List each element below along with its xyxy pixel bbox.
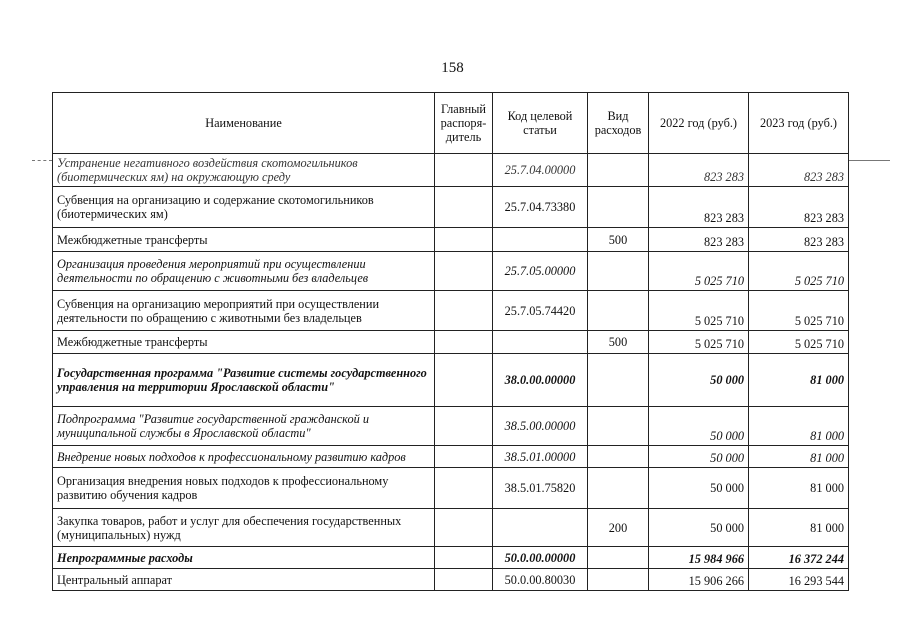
row-code: 50.0.00.80030	[493, 569, 588, 591]
header-name: Наименование	[53, 93, 435, 154]
row-code	[493, 228, 588, 252]
row-name: Межбюджетные трансферты	[53, 228, 435, 252]
row-name: Организация проведения мероприятий при осуществлении деятельности по обращению с животными без владельцев	[53, 252, 435, 291]
row-code: 38.5.00.00000	[493, 407, 588, 446]
row-2023: 823 283	[749, 187, 849, 228]
row-name: Непрограммные расходы	[53, 547, 435, 569]
row-distributor	[435, 228, 493, 252]
row-2022: 5 025 710	[649, 331, 749, 354]
table-row	[53, 468, 849, 509]
row-name: Центральный аппарат	[53, 569, 435, 591]
table-row	[53, 407, 849, 446]
row-code: 38.5.01.00000	[493, 446, 588, 468]
header-distributor: Главный распоря-дитель	[435, 93, 493, 154]
row-type	[588, 468, 649, 509]
row-distributor	[435, 154, 493, 187]
page-number: 158	[441, 60, 464, 76]
row-distributor	[435, 187, 493, 228]
table-row	[53, 509, 849, 547]
row-distributor	[435, 446, 493, 468]
row-2023: 5 025 710	[749, 331, 849, 354]
row-code	[493, 331, 588, 354]
row-code	[493, 509, 588, 547]
row-distributor	[435, 509, 493, 547]
row-code: 25.7.04.73380	[493, 187, 588, 228]
row-2022: 823 283	[649, 154, 749, 187]
table-row	[53, 291, 849, 331]
header-year-2022: 2022 год (руб.)	[649, 93, 749, 154]
row-distributor	[435, 291, 493, 331]
row-type	[588, 291, 649, 331]
row-type	[588, 187, 649, 228]
row-2023: 823 283	[749, 228, 849, 252]
row-type	[588, 569, 649, 591]
row-2023: 81 000	[749, 468, 849, 509]
row-2022: 5 025 710	[649, 252, 749, 291]
row-name: Закупка товаров, работ и услуг для обеспечения государственных (муниципальных) нужд	[53, 509, 435, 547]
row-distributor	[435, 331, 493, 354]
row-2023: 5 025 710	[749, 291, 849, 331]
table-row	[53, 154, 849, 187]
row-name: Устранение негативного воздействия скотомогильников (биотермических ям) на окружающую среду	[53, 154, 435, 187]
row-2022: 50 000	[649, 509, 749, 547]
row-2022: 823 283	[649, 187, 749, 228]
row-code: 38.5.01.75820	[493, 468, 588, 509]
row-2022: 15 984 966	[649, 547, 749, 569]
row-2022: 50 000	[649, 446, 749, 468]
row-distributor	[435, 468, 493, 509]
table-header-row	[53, 93, 849, 154]
row-type	[588, 154, 649, 187]
table-row	[53, 228, 849, 252]
row-type: 500	[588, 331, 649, 354]
table-row	[53, 569, 849, 591]
row-2023: 16 293 544	[749, 569, 849, 591]
row-name: Подпрограмма "Развитие государственной гражданской и муниципальной службы в Ярославской области"	[53, 407, 435, 446]
row-2023: 81 000	[749, 509, 849, 547]
row-2023: 81 000	[749, 354, 849, 407]
budget-table	[52, 92, 849, 591]
row-distributor	[435, 569, 493, 591]
row-type: 500	[588, 228, 649, 252]
row-code: 38.0.00.00000	[493, 354, 588, 407]
row-code: 25.7.05.74420	[493, 291, 588, 331]
row-2023: 16 372 244	[749, 547, 849, 569]
row-type	[588, 252, 649, 291]
row-distributor	[435, 407, 493, 446]
row-distributor	[435, 547, 493, 569]
row-name: Субвенция на организацию мероприятий при осуществлении деятельности по обращению с животными без владельцев	[53, 291, 435, 331]
header-expense-type: Вид расходов	[588, 93, 649, 154]
row-code: 25.7.05.00000	[493, 252, 588, 291]
row-name: Субвенция на организацию и содержание скотомогильников (биотермических ям)	[53, 187, 435, 228]
row-type	[588, 354, 649, 407]
row-code: 25.7.04.00000	[493, 154, 588, 187]
row-2022: 5 025 710	[649, 291, 749, 331]
row-2023: 823 283	[749, 154, 849, 187]
row-distributor	[435, 354, 493, 407]
row-2023: 5 025 710	[749, 252, 849, 291]
table-row	[53, 331, 849, 354]
table-row	[53, 252, 849, 291]
row-2022: 50 000	[649, 468, 749, 509]
row-2023: 81 000	[749, 407, 849, 446]
row-type	[588, 547, 649, 569]
row-name: Внедрение новых подходов к профессиональному развитию кадров	[53, 446, 435, 468]
row-name: Государственная программа "Развитие системы государственного управления на территории Ярославской области"	[53, 354, 435, 407]
row-type: 200	[588, 509, 649, 547]
row-2022: 15 906 266	[649, 569, 749, 591]
row-name: Организация внедрения новых подходов к профессиональному развитию обучения кадров	[53, 468, 435, 509]
header-year-2023: 2023 год (руб.)	[749, 93, 849, 154]
row-distributor	[435, 252, 493, 291]
table-row	[53, 547, 849, 569]
row-2022: 50 000	[649, 354, 749, 407]
row-2022: 823 283	[649, 228, 749, 252]
row-2022: 50 000	[649, 407, 749, 446]
row-type	[588, 446, 649, 468]
header-target-code: Код целевой статьи	[493, 93, 588, 154]
table-row	[53, 354, 849, 407]
scan-artifact-line	[848, 160, 890, 161]
table-row	[53, 187, 849, 228]
table-row	[53, 446, 849, 468]
row-type	[588, 407, 649, 446]
row-2023: 81 000	[749, 446, 849, 468]
row-code: 50.0.00.00000	[493, 547, 588, 569]
row-name: Межбюджетные трансферты	[53, 331, 435, 354]
scan-artifact-line	[32, 160, 52, 161]
